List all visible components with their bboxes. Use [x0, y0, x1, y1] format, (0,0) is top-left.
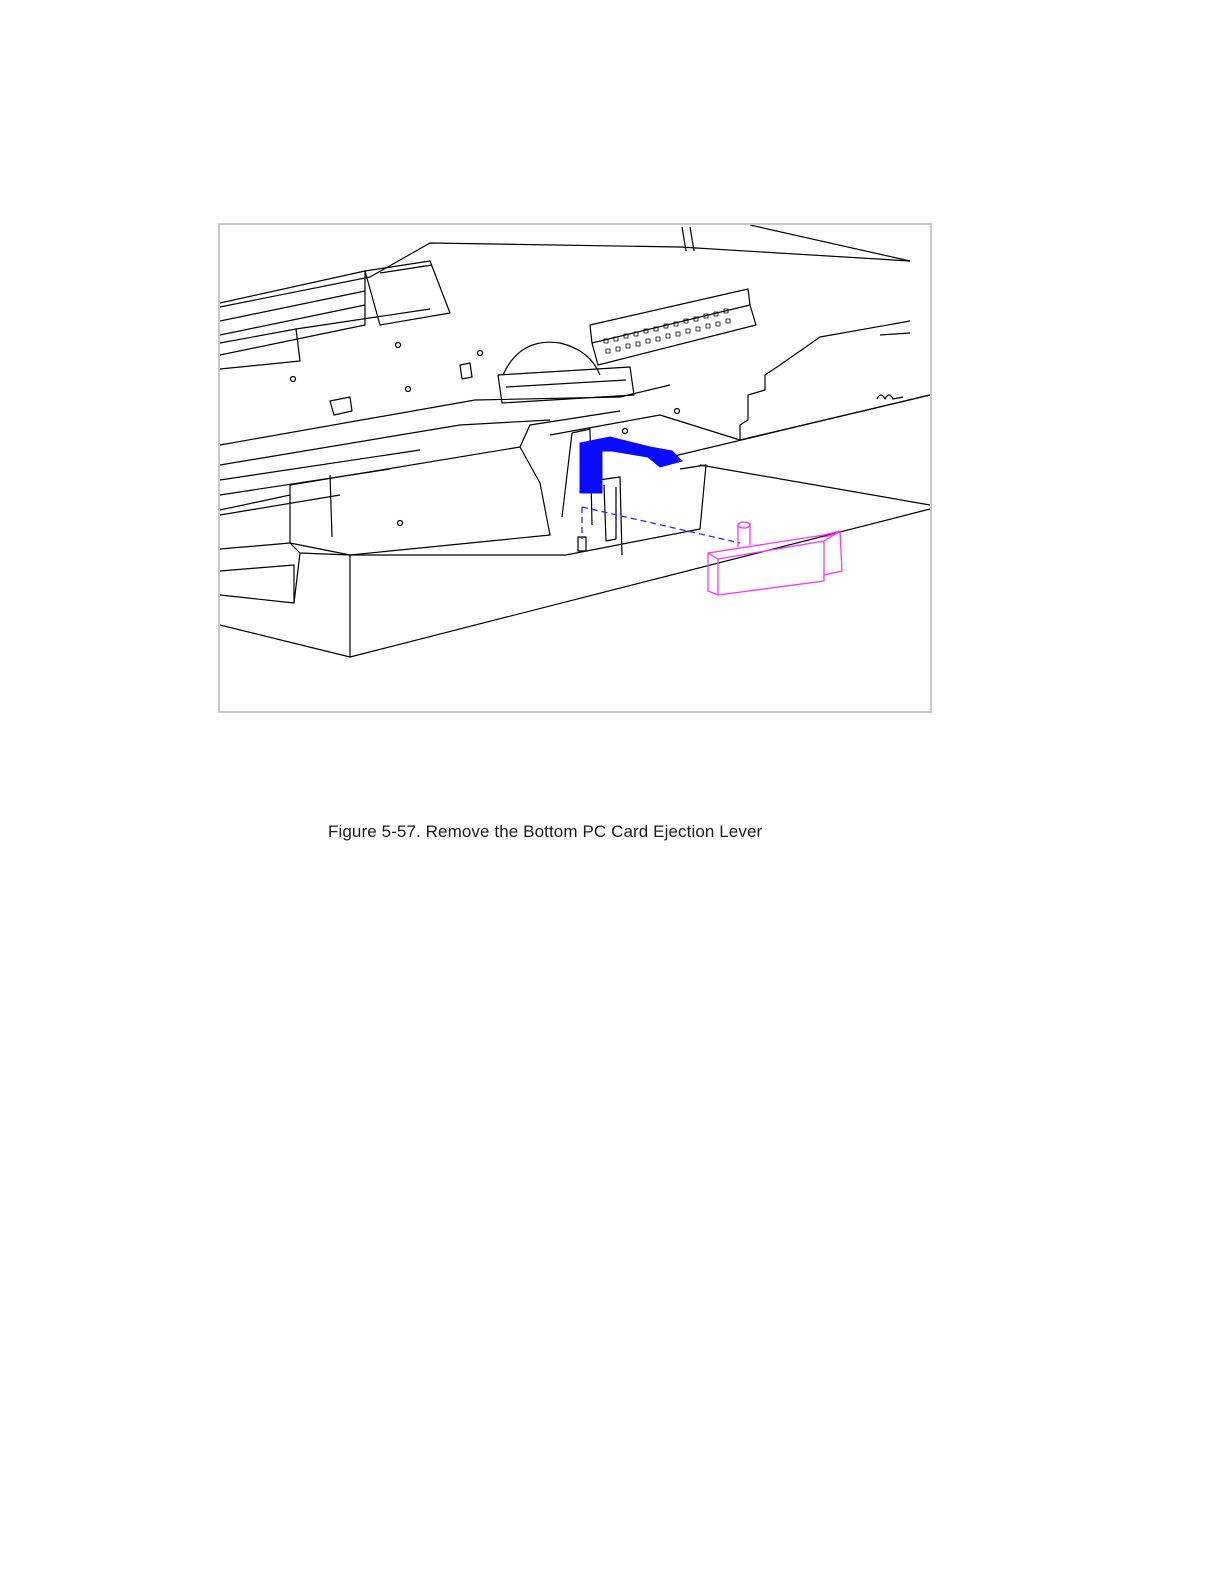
figure-illustration-frame	[218, 223, 932, 713]
figure-caption: Figure 5-57. Remove the Bottom PC Card Ejection Lever	[328, 822, 763, 841]
ejection-lever-part	[708, 522, 842, 595]
removal-arrow	[580, 437, 682, 493]
ejection-lever-illustration	[220, 225, 930, 711]
